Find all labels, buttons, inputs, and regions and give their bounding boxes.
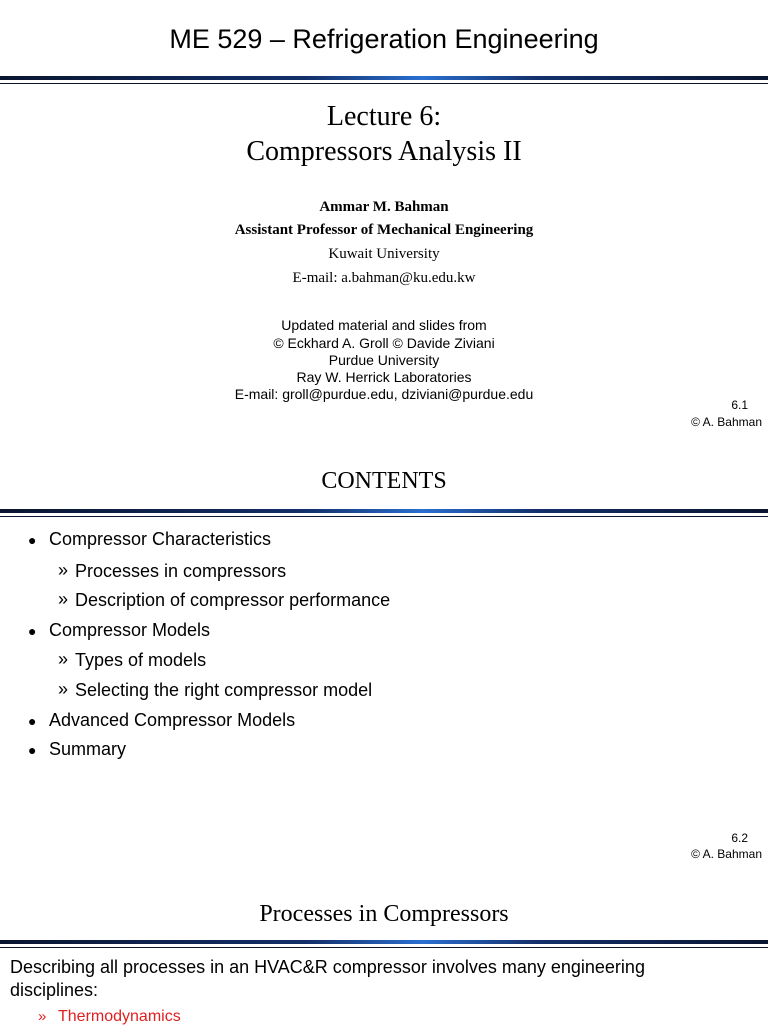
bullet-icon: ● <box>28 532 37 548</box>
sub-bullet-icon: » <box>38 1008 47 1025</box>
list-item: Summary <box>49 739 127 759</box>
lecture-number: Lecture 6: <box>326 101 442 132</box>
slide3-title: Processes in Compressors <box>259 901 509 927</box>
slide3-rule-thin <box>0 947 768 948</box>
list-item: Types of models <box>75 650 207 670</box>
contents-title: CONTENTS <box>321 468 447 494</box>
topic-thermodynamics: Thermodynamics <box>58 1008 181 1025</box>
intro-text: Describing all processes in an HVAC&R compressor involves many engineering <box>10 957 645 977</box>
list-item: Compressor Models <box>49 620 211 640</box>
credits-line: Updated material and slides from <box>281 317 487 333</box>
copyright: © A. Bahman <box>691 847 762 861</box>
sub-bullet-icon: » <box>58 649 69 669</box>
list-item: Processes in compressors <box>75 561 287 581</box>
sub-bullet-icon: » <box>58 589 69 609</box>
header-rule-thin <box>0 83 768 84</box>
list-item: Description of compressor performance <box>75 590 391 610</box>
list-item: Selecting the right compressor model <box>75 680 373 700</box>
course-title: ME 529 – Refrigeration Engineering <box>169 24 599 54</box>
intro-text: disciplines: <box>10 980 99 1000</box>
author-name: Ammar M. Bahman <box>319 199 449 215</box>
credits-line: © Eckhard A. Groll © Davide Ziviani <box>273 335 495 351</box>
bullet-icon: ● <box>28 713 37 729</box>
slide3-rule <box>0 940 768 944</box>
sub-bullet-icon: » <box>58 560 69 580</box>
sub-bullet-icon: » <box>58 679 69 699</box>
contents-rule <box>0 509 768 513</box>
credits-line: Purdue University <box>328 352 440 368</box>
author-university: Kuwait University <box>328 246 440 262</box>
list-item: Compressor Characteristics <box>49 529 272 549</box>
page-number: 6.1 <box>731 398 748 412</box>
credits-line: E-mail: groll@purdue.edu, dziviani@purdue.edu <box>234 386 534 402</box>
copyright: © A. Bahman <box>691 415 762 429</box>
header-rule <box>0 76 768 80</box>
contents-rule-thin <box>0 516 768 517</box>
list-item: Advanced Compressor Models <box>49 710 296 730</box>
credits-line: Ray W. Herrick Laboratories <box>296 369 472 385</box>
bullet-icon: ● <box>28 742 37 758</box>
author-position: Assistant Professor of Mechanical Engineering <box>234 222 534 238</box>
bullet-icon: ● <box>28 623 37 639</box>
lecture-title: Compressors Analysis II <box>246 136 522 167</box>
page-number: 6.2 <box>731 831 748 845</box>
author-email: E-mail: a.bahman@ku.edu.kw <box>292 270 476 286</box>
